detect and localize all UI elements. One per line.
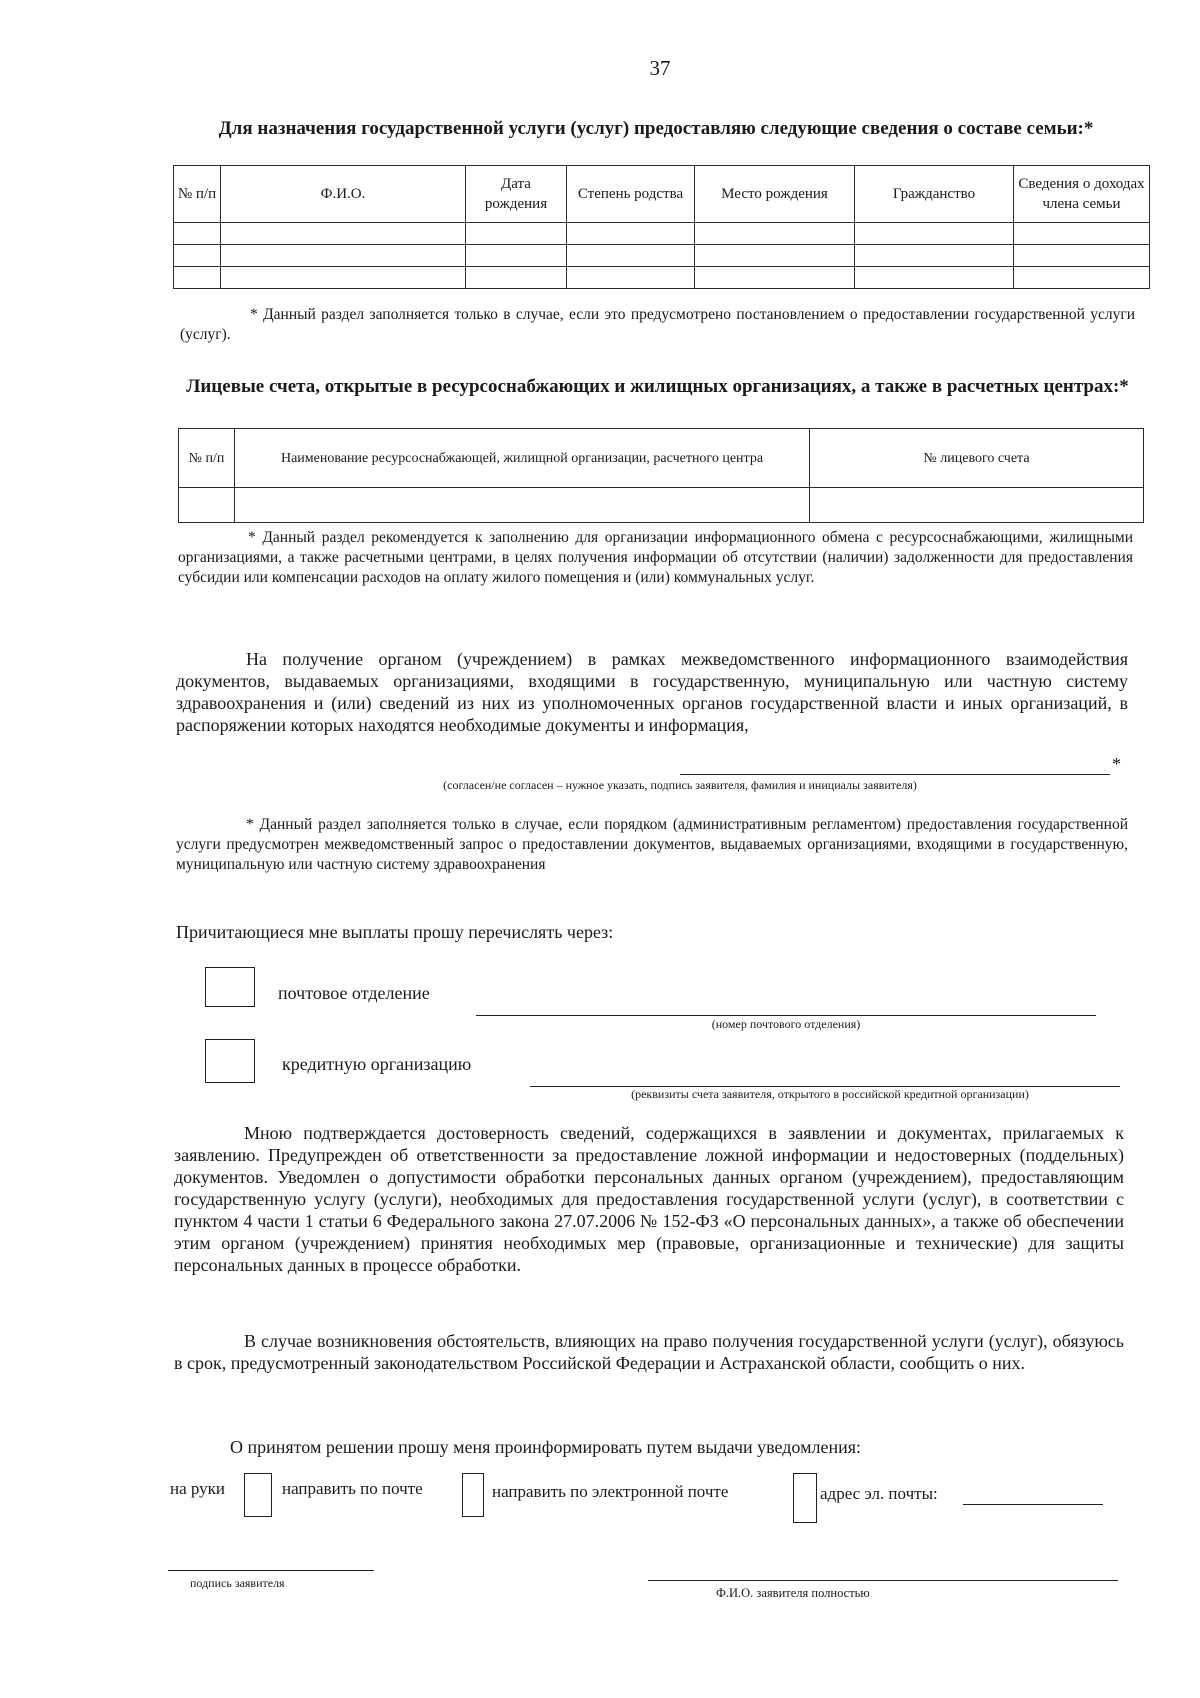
credit-org-caption: (реквизиты счета заявителя, открытого в российской кредитной организации) xyxy=(631,1087,1029,1101)
table-row xyxy=(174,223,1150,245)
accounts-table-header xyxy=(179,429,1144,488)
post-office-caption: (номер почтового отделения) xyxy=(711,1017,861,1031)
signature-caption: подпись заявителя xyxy=(190,1576,285,1590)
table-row xyxy=(174,267,1150,289)
family-col-income: Сведения о доходах члена семьи xyxy=(1014,166,1150,223)
notify-mail-label: направить по почте xyxy=(282,1479,423,1498)
notify-hand-checkbox[interactable] xyxy=(244,1473,272,1517)
email-address-field[interactable] xyxy=(963,1494,1103,1505)
payment-intro: Причитающиеся мне выплаты прошу перечислять через: xyxy=(176,922,614,942)
notify-text: О принятом решении прошу меня проинформировать путем выдачи уведомления: xyxy=(230,1437,862,1457)
accounts-col-num: № п/п xyxy=(179,429,235,488)
consent-mark: * xyxy=(1112,754,1121,774)
signature-line[interactable] xyxy=(168,1560,374,1571)
full-name-caption: Ф.И.О. заявителя полностью xyxy=(716,1586,870,1600)
consent-paragraph xyxy=(176,648,1128,736)
consent-caption: (согласен/не согласен – нужное указать, подпись заявителя, фамилия и инициалы заявителя) xyxy=(443,778,917,792)
accounts-heading: Лицевые счета, открытые в ресурсоснабжающих и жилищных организациях, а также в расчетных центрах:* xyxy=(186,376,1129,397)
family-footnote: * Данный раздел заполняется только в случае, если это предусмотрено постановлением о предоставлении государственной услуги (услуг). xyxy=(180,306,1135,343)
family-col-name: Ф.И.О. xyxy=(221,166,466,223)
accounts-col-account: № лицевого счета xyxy=(810,429,1144,488)
family-col-birthdate: Дата рождения xyxy=(466,166,567,223)
accounts-col-organization: Наименование ресурсоснабжающей, жилищной организации, расчетного центра xyxy=(235,429,810,488)
family-heading: Для назначения государственной услуги (услуг) предоставляю следующие сведения о составе семьи:* xyxy=(218,118,1094,139)
notify-email-label: направить по электронной почте xyxy=(492,1482,729,1501)
credit-org-label: кредитную организацию xyxy=(282,1054,472,1074)
post-office-number-field[interactable] xyxy=(476,1003,1096,1016)
email-address-label: адрес эл. почты: xyxy=(820,1484,938,1503)
consent-footnote: * Данный раздел заполняется только в случае, если порядком (административным регламентом) предоставления государственной услуги предусмотрен межведомственный запрос о предоставлении документов, выдаваемых организациями, входящими в государственную, муниципальную или частную систему здравоохранения xyxy=(176,816,1128,873)
notify-hand-label: на руки xyxy=(170,1479,226,1498)
family-col-num: № п/п xyxy=(174,166,221,223)
page-number: 37 xyxy=(649,56,671,80)
family-table xyxy=(173,165,1150,289)
family-table-header xyxy=(174,166,1150,223)
accounts-footnote: * Данный раздел рекомендуется к заполнению для организации информационного обмена с ресурсоснабжающими, жилищными организациями, а также расчетными центрами, в целях получения информации об отсутствии (наличии) задолженности для предоставления субсидии или компенсации расходов на оплату жилого помещения и (или) коммунальных услуг. xyxy=(178,529,1133,586)
post-office-checkbox[interactable] xyxy=(205,967,255,1007)
family-col-relation: Степень родства xyxy=(567,166,695,223)
post-office-label: почтовое отделение xyxy=(278,983,430,1003)
confirmation-paragraph: Мною подтверждается достоверность сведений, содержащихся в заявлении и документах, прилагаемых к заявлению. Предупрежден об ответственности за предоставление ложной информации и недостоверных (поддельных) документов. Уведомлен о допустимости обработки персональных данных органом (учреждением), предоставляющим государственную услугу (услуги), необходимых для предоставления государственной услуги (услуг), в соответствии с пунктом 4 части 1 статьи 6 Федерального закона 27.07.2006 № 152-ФЗ «О персональных данных», а также об обеспечении этим органом (учреждением) принятия необходимых мер (правовые, организационные и технические) для защиты персональных данных в процессе обработки. xyxy=(174,1123,1124,1275)
credit-org-checkbox[interactable] xyxy=(205,1039,255,1083)
table-row xyxy=(179,488,1144,523)
credit-org-details-field[interactable] xyxy=(530,1074,1120,1087)
consent-signature-field[interactable] xyxy=(680,760,1110,775)
family-col-birthplace: Место рождения xyxy=(695,166,855,223)
obligation-paragraph: В случае возникновения обстоятельств, влияющих на право получения государственной услуги (услуг), обязуюсь в срок, предусмотренный законодательством Российской Федерации и Астраханской области, сообщить о них. xyxy=(174,1331,1124,1373)
notify-email-checkbox[interactable] xyxy=(793,1473,817,1523)
consent-text: На получение органом (учреждением) в рамках межведомственного информационного взаимодействия документов, выдаваемых организациями, входящими в государственную, муниципальную или частную систему здравоохранения и (или) сведений из них из уполномоченных органов государственной власти и иных организаций, в распоряжении которых находятся необходимые документы и информация, xyxy=(176,649,1128,735)
notify-mail-checkbox[interactable] xyxy=(462,1473,484,1517)
accounts-table xyxy=(178,428,1144,523)
table-row xyxy=(174,245,1150,267)
family-col-citizenship: Гражданство xyxy=(855,166,1014,223)
full-name-line[interactable] xyxy=(648,1570,1118,1581)
